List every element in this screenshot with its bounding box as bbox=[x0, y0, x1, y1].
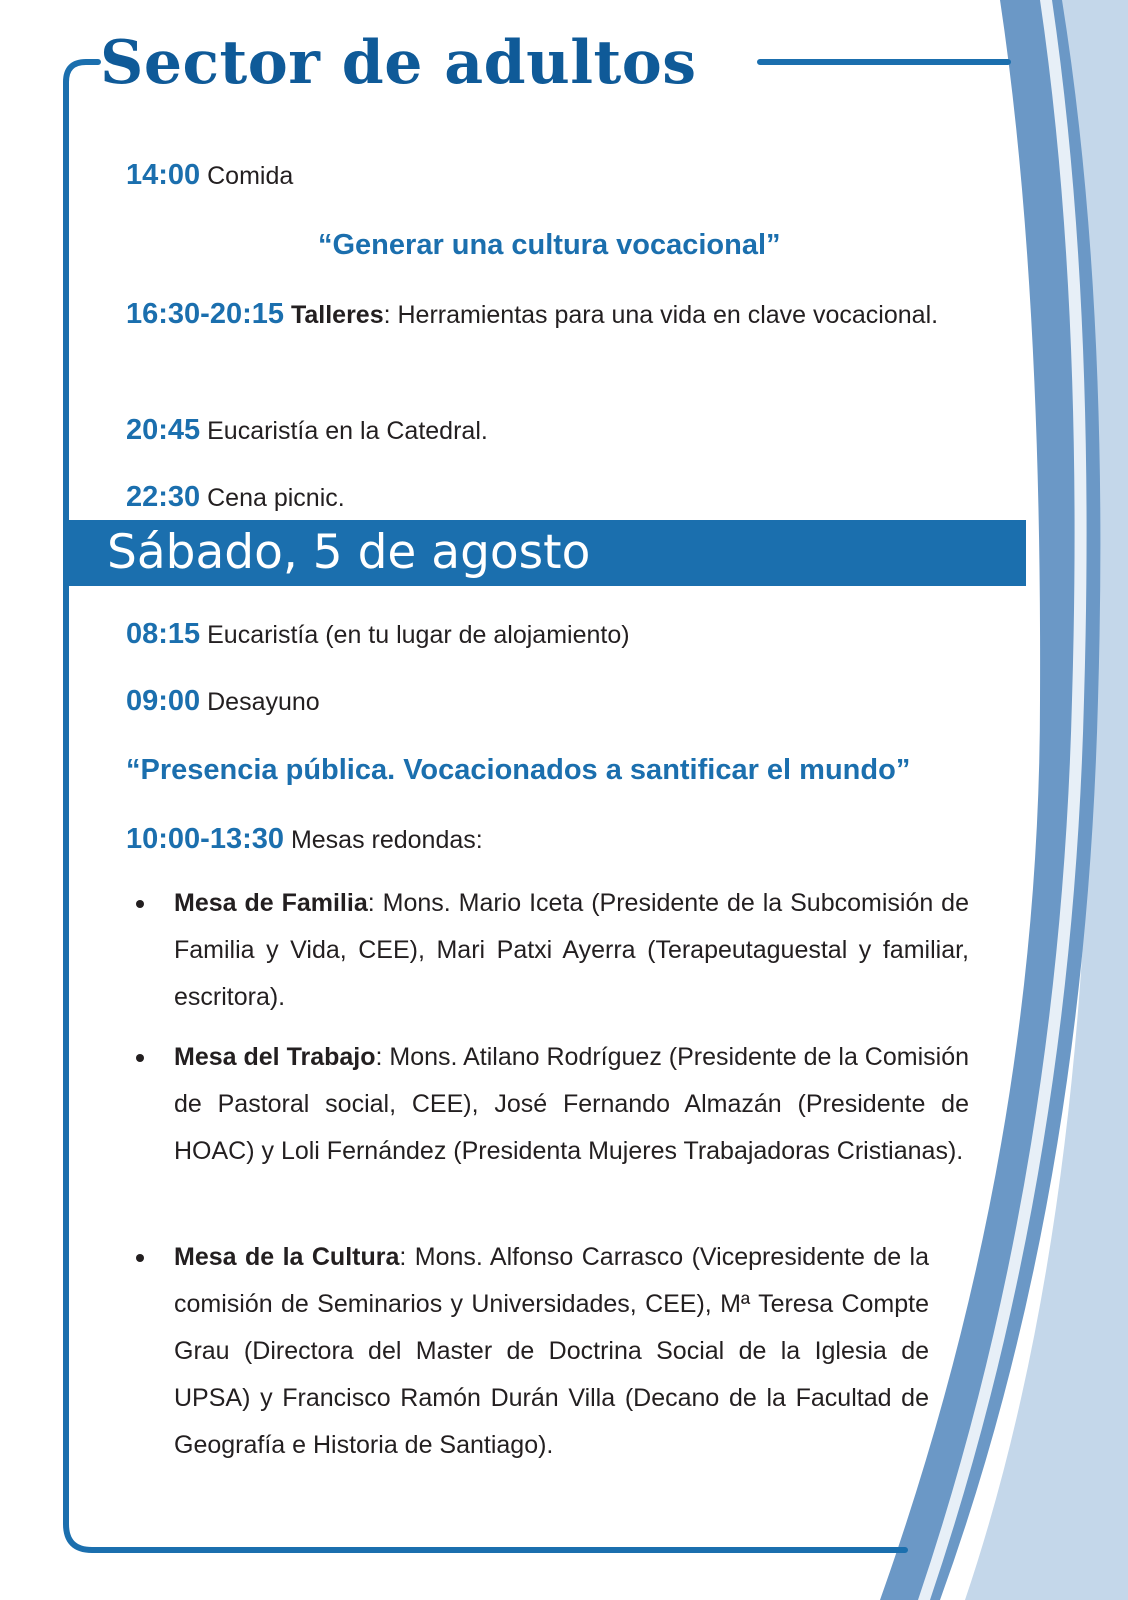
schedule-time: 20:45 bbox=[126, 414, 201, 446]
schedule-item bbox=[126, 413, 488, 448]
schedule-text: : Herramientas para una vida en clave vocacional. bbox=[383, 301, 939, 329]
list-item-text: : Mons. Atilano Rodríguez (Presidente de la Comisión de Pastoral social, CEE), José Fernando Almazán (Presidente de HOAC) y Loli Fernández (Presidenta Mujeres Trabajadoras Cristianas). bbox=[174, 1043, 970, 1165]
list-item-label: Mesa de Familia bbox=[174, 889, 368, 917]
page-title: Sector de adultos bbox=[100, 28, 697, 98]
day-title: Sábado, 5 de agosto bbox=[107, 525, 591, 580]
list-item-label: Mesa de la Cultura bbox=[174, 1243, 400, 1271]
list-item bbox=[174, 1234, 929, 1469]
schedule-time: 14:00 bbox=[126, 159, 201, 191]
list-item bbox=[174, 1034, 969, 1175]
bullet-icon bbox=[136, 1054, 144, 1062]
schedule-label: Talleres bbox=[290, 301, 384, 329]
schedule-item bbox=[126, 480, 345, 515]
schedule-text: Mesas redondas: bbox=[284, 826, 483, 854]
schedule-text: Comida bbox=[200, 162, 294, 190]
schedule-item bbox=[126, 617, 630, 652]
schedule-text: Eucaristía (en tu lugar de alojamiento) bbox=[200, 621, 630, 649]
list-item-label: Mesa del Trabajo bbox=[174, 1043, 376, 1071]
bullet-icon bbox=[136, 1254, 144, 1262]
section-heading: “Presencia pública. Vocacionados a santificar el mundo” bbox=[126, 754, 911, 786]
list-item-text: : Mons. Mario Iceta (Presidente de la Subcomisión de Familia y Vida, CEE), Mari Patxi Ayerra (Terapeutaguestal y familiar, escritora). bbox=[174, 889, 969, 1011]
schedule-time: 16:30-20:15 bbox=[126, 298, 284, 330]
schedule-time: 08:15 bbox=[126, 618, 201, 650]
bullet-icon bbox=[136, 900, 144, 908]
schedule-text: Desayuno bbox=[200, 688, 320, 716]
schedule-item bbox=[126, 822, 483, 857]
schedule-time: 22:30 bbox=[126, 481, 201, 513]
schedule-text: Eucaristía en la Catedral. bbox=[200, 417, 488, 445]
schedule-item bbox=[126, 158, 293, 193]
section-heading: “Generar una cultura vocacional” bbox=[318, 229, 781, 261]
schedule-item bbox=[126, 684, 320, 719]
schedule-text: Cena picnic. bbox=[200, 484, 345, 512]
schedule-time: 09:00 bbox=[126, 685, 201, 717]
list-item-text: : Mons. Alfonso Carrasco (Vicepresidente de la comisión de Seminarios y Universidades, CEE), Mª Teresa Compte Grau (Directora del Master de Doctrina Social de la Iglesia de UPSA) y Francisco Ramón Durán Villa (Decano de la Facultad de Geografía e Historia de Santiago). bbox=[174, 1243, 929, 1459]
schedule-item-talleres bbox=[126, 291, 996, 339]
list-item bbox=[174, 880, 969, 1021]
schedule-time: 10:00-13:30 bbox=[126, 823, 284, 855]
